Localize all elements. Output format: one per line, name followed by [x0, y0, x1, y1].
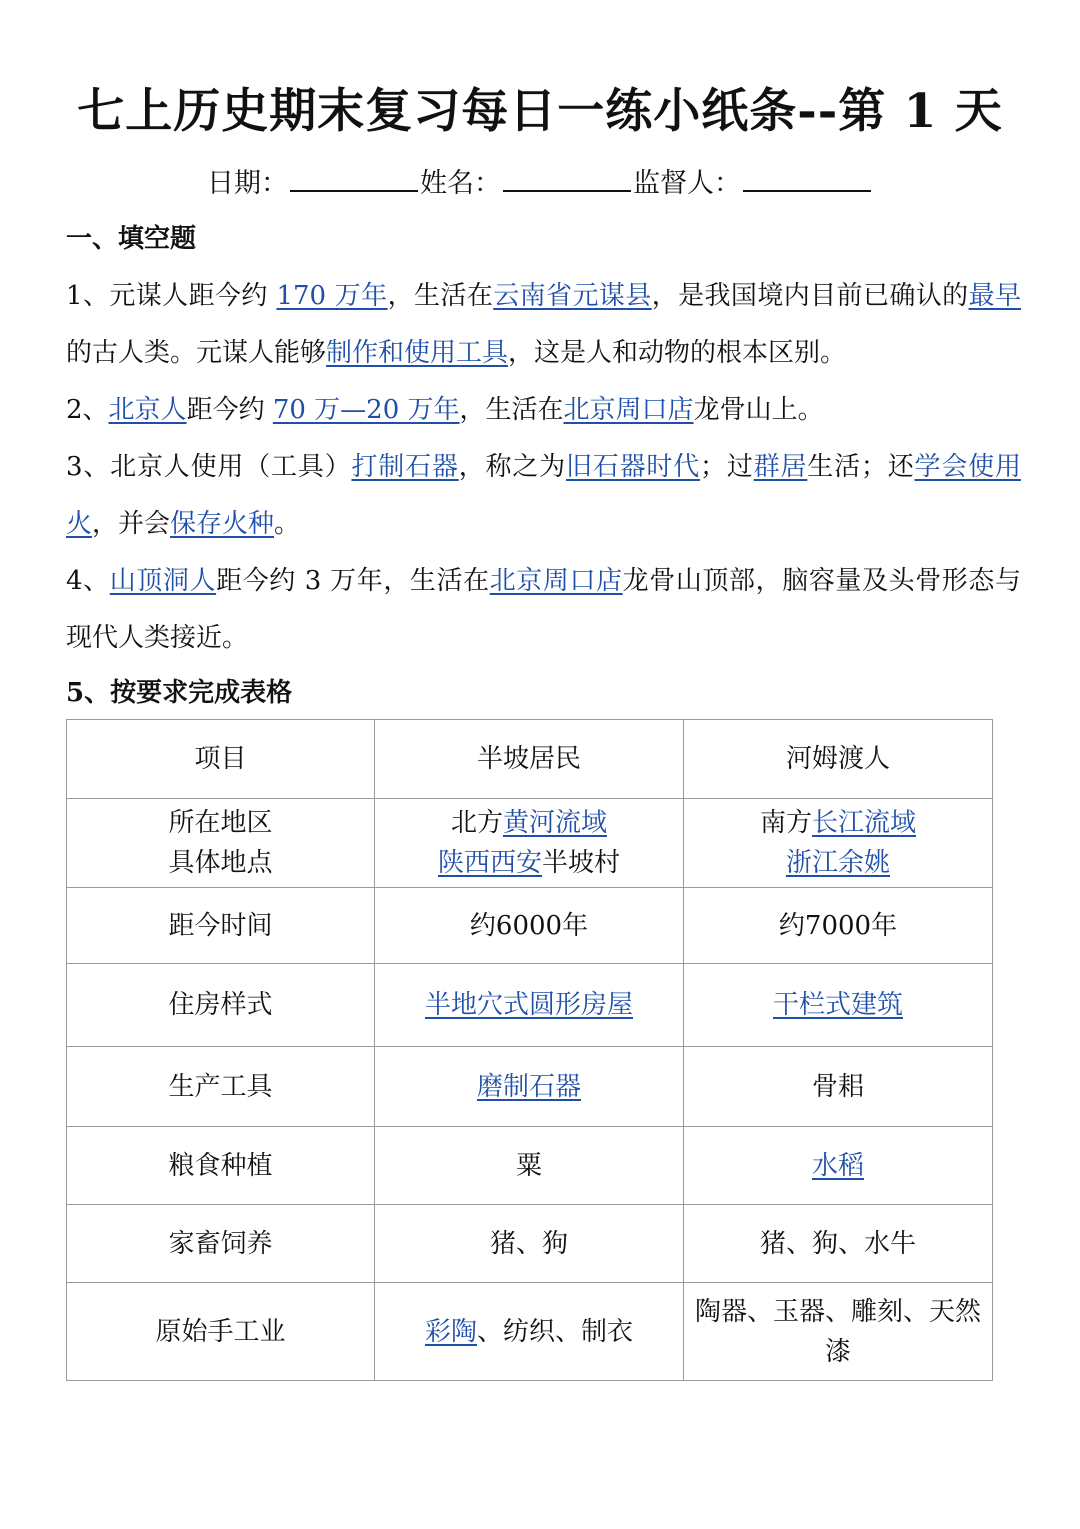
- header-cell: 河姆渡人: [684, 720, 993, 799]
- question-3: [66, 439, 1021, 553]
- table-row: [67, 964, 993, 1047]
- question-2: [66, 382, 1021, 439]
- date-label: 日期：: [207, 168, 288, 199]
- hemudu-cell: 干栏式建筑: [684, 964, 993, 1047]
- table-row: [67, 1283, 993, 1381]
- q4-text: 4、: [66, 566, 110, 596]
- comparison-table: [66, 719, 993, 1381]
- table-row: [67, 799, 993, 888]
- q1-text: ，是我国境内目前已确认的: [651, 281, 969, 311]
- header-fields: [0, 162, 1080, 204]
- row-label: 粮食种植: [67, 1127, 375, 1205]
- question-5-heading: 5、按要求完成表格: [66, 678, 293, 708]
- banpo-cell: 猪、狗: [375, 1205, 684, 1283]
- q3-text: ；过: [700, 452, 754, 482]
- hemudu-cell: 水稻: [684, 1127, 993, 1205]
- q3-answer: 旧石器时代: [565, 452, 701, 482]
- q3-answer: 群居: [753, 452, 808, 482]
- row-label: 生产工具: [67, 1047, 375, 1127]
- question-1: [66, 268, 1021, 382]
- q2-text: ，生活在: [459, 395, 564, 425]
- q2-text: 距今约: [186, 395, 273, 425]
- table-row: [67, 1205, 993, 1283]
- supervisor-label: 监督人：: [633, 168, 741, 199]
- table-row: [67, 1127, 993, 1205]
- table-row: [67, 888, 993, 964]
- banpo-cell: 彩陶、纺织、制衣: [375, 1283, 684, 1381]
- q4-text: 龙骨山顶部，脑容量及头骨形态与现代人类接近。: [66, 566, 1021, 653]
- q1-answer: 制作和使用工具: [326, 338, 509, 368]
- banpo-cell: 北方黄河流域 陕西西安半坡村: [375, 799, 684, 888]
- q4-answer: 北京周口店: [489, 566, 623, 596]
- section-heading-fill-blank: 一、填空题: [66, 224, 197, 254]
- question-list: [66, 268, 1021, 667]
- table-row: [67, 1047, 993, 1127]
- hemudu-cell: 约7000年: [684, 888, 993, 964]
- header-cell: 项目: [67, 720, 375, 799]
- row-label: 家畜饲养: [67, 1205, 375, 1283]
- q1-text: 的古人类。元谋人能够: [66, 338, 327, 368]
- supervisor-blank[interactable]: [743, 162, 871, 192]
- q3-text: 。: [274, 509, 301, 539]
- q2-answer: 北京周口店: [563, 395, 694, 425]
- q2-text: 2、: [66, 395, 109, 425]
- hemudu-cell: 猪、狗、水牛: [684, 1205, 993, 1283]
- q1-text: 1、元谋人距今约: [66, 281, 277, 311]
- hemudu-cell: 陶器、玉器、雕刻、天然漆: [684, 1283, 993, 1381]
- q4-text: 距今约 3 万年，生活在: [216, 566, 490, 596]
- banpo-cell: 约6000年: [375, 888, 684, 964]
- row-label: 距今时间: [67, 888, 375, 964]
- q3-answer: 保存火种: [170, 509, 275, 539]
- banpo-cell: 半地穴式圆形房屋: [375, 964, 684, 1047]
- banpo-cell: 粟: [375, 1127, 684, 1205]
- q3-text: 3、北京人使用（工具）: [66, 452, 352, 482]
- hemudu-cell: 骨耜: [684, 1047, 993, 1127]
- name-label: 姓名：: [420, 168, 501, 199]
- page-title: 七上历史期末复习每日一练小纸条--第 1 天: [77, 84, 1003, 139]
- table-header-row: [67, 720, 993, 799]
- q2-answer: 北京人: [108, 395, 187, 425]
- q3-text: ，称之为: [458, 452, 566, 482]
- q3-text: ，并会: [92, 509, 171, 539]
- q3-answer: 学会使用火: [66, 452, 1021, 539]
- banpo-cell: 磨制石器: [375, 1047, 684, 1127]
- q2-answer: 70 万—20 万年: [272, 395, 460, 425]
- q1-answer: 170 万年: [276, 281, 388, 311]
- row-label: 原始手工业: [67, 1283, 375, 1381]
- q3-answer: 打制石器: [351, 452, 459, 482]
- row-label: 所在地区 具体地点: [67, 799, 375, 888]
- row-label: 住房样式: [67, 964, 375, 1047]
- date-blank[interactable]: [290, 162, 418, 192]
- q1-text: ，生活在: [387, 281, 494, 311]
- header-cell: 半坡居民: [375, 720, 684, 799]
- question-4: [66, 553, 1021, 667]
- name-blank[interactable]: [503, 162, 631, 192]
- q1-answer: 云南省元谋县: [493, 281, 652, 311]
- q3-text: 生活；还: [807, 452, 915, 482]
- q4-answer: 山顶洞人: [109, 566, 217, 596]
- q2-text: 龙骨山上。: [693, 395, 824, 425]
- q1-answer: 最早: [968, 281, 1021, 311]
- hemudu-cell: 南方长江流域 浙江余姚: [684, 799, 993, 888]
- q1-text: ，这是人和动物的根本区别。: [508, 338, 847, 368]
